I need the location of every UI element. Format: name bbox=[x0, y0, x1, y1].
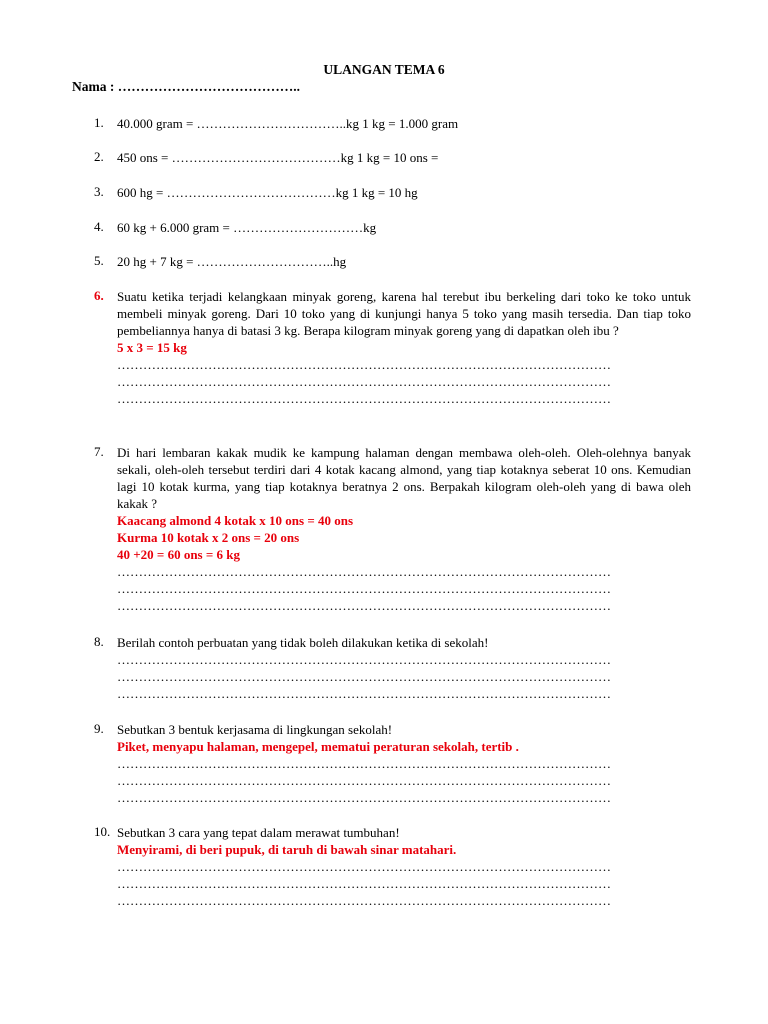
question-text: 600 hg = …………………………………kg 1 kg = 10 hg bbox=[117, 185, 418, 200]
answer-line: 5 x 3 = 15 kg bbox=[117, 340, 187, 355]
answer-line: Menyirami, di beri pupuk, di taruh di bawah sinar matahari. bbox=[117, 842, 457, 857]
answer-line: 40 +20 = 60 ons = 6 kg bbox=[117, 547, 240, 562]
question-number: 8. bbox=[94, 634, 104, 649]
question-number: 5. bbox=[94, 253, 104, 268]
question-text: Berilah contoh perbuatan yang tidak boleh dilakukan ketika di sekolah! bbox=[117, 635, 489, 650]
question-number: 9. bbox=[94, 721, 104, 736]
question-number: 3. bbox=[94, 184, 104, 199]
question-text: Di hari lembaran kakak mudik ke kampung halaman dengan membawa oleh-oleh. Oleh-olehnya banyak sekali, oleh-oleh tersebut terdiri dari 4 kotak kacang almond, yang tiap kotaknya seberat 10 ons. Kemudian lagi 10 kotak kurma, yang tiap kotaknya beratnya 2 ons. Berpakah kilogram oleh-oleh yang di bawa oleh kakak ? bbox=[117, 445, 691, 511]
page-title: ULANGAN TEMA 6 bbox=[323, 62, 445, 77]
question-text: 20 hg + 7 kg = …………………………..hg bbox=[117, 254, 347, 269]
answer-dots: …………………………………………………………………………………………………… bbox=[117, 876, 611, 891]
question-text: 60 kg + 6.000 gram = …………………………kg bbox=[117, 220, 377, 235]
answer-line: Piket, menyapu halaman, mengepel, mematui peraturan sekolah, tertib . bbox=[117, 739, 519, 754]
question-1 bbox=[94, 115, 698, 132]
name-field-line: Nama : ………………………………….. bbox=[72, 79, 300, 94]
answer-line: Kaacang almond 4 kotak x 10 ons = 40 ons bbox=[117, 513, 354, 528]
answer-dots: …………………………………………………………………………………………………… bbox=[117, 357, 611, 372]
question-number: 1. bbox=[94, 115, 104, 130]
question-text: 450 ons = …………………………………kg 1 kg = 10 ons = bbox=[117, 150, 439, 165]
question-number: 4. bbox=[94, 219, 104, 234]
question-text: Sebutkan 3 cara yang tepat dalam merawat tumbuhan! bbox=[117, 825, 400, 840]
question-5 bbox=[94, 253, 698, 270]
answer-dots: …………………………………………………………………………………………………… bbox=[117, 859, 611, 874]
question-10 bbox=[94, 824, 698, 909]
answer-dots: …………………………………………………………………………………………………… bbox=[117, 598, 611, 613]
answer-dots: …………………………………………………………………………………………………… bbox=[117, 893, 611, 908]
question-6 bbox=[94, 288, 698, 407]
answer-dots: …………………………………………………………………………………………………… bbox=[117, 686, 611, 701]
question-text: Sebutkan 3 bentuk kerjasama di lingkungan sekolah! bbox=[117, 722, 393, 737]
question-text: 40.000 gram = ……………………………..kg 1 kg = 1.000 gram bbox=[117, 116, 459, 131]
answer-dots: …………………………………………………………………………………………………… bbox=[117, 773, 611, 788]
answer-dots: …………………………………………………………………………………………………… bbox=[117, 652, 611, 667]
answer-dots: …………………………………………………………………………………………………… bbox=[117, 669, 611, 684]
question-7 bbox=[94, 444, 698, 614]
question-9 bbox=[94, 721, 698, 806]
answer-dots: …………………………………………………………………………………………………… bbox=[117, 564, 611, 579]
question-8 bbox=[94, 634, 698, 702]
question-text: Suatu ketika terjadi kelangkaan minyak goreng, karena hal terebut ibu berkeling dari toko ke toko untuk membeli minyak goreng. Dari 10 toko yang di kunjungi hanya 5 toko yang masih tersedia. Dan tiap toko pembeliannya hanya di batasi 3 kg. Berapa kilogram minyak goreng yang di dapatkan oleh ibu ? bbox=[117, 289, 691, 338]
answer-dots: …………………………………………………………………………………………………… bbox=[117, 374, 611, 389]
answer-dots: …………………………………………………………………………………………………… bbox=[117, 756, 611, 771]
answer-dots: …………………………………………………………………………………………………… bbox=[117, 790, 611, 805]
question-3 bbox=[94, 184, 698, 201]
question-number: 6. bbox=[94, 288, 104, 303]
question-number: 2. bbox=[94, 149, 104, 164]
question-2 bbox=[94, 149, 698, 166]
answer-dots: …………………………………………………………………………………………………… bbox=[117, 391, 611, 406]
answer-line: Kurma 10 kotak x 2 ons = 20 ons bbox=[117, 530, 300, 545]
question-4 bbox=[94, 219, 698, 236]
question-number: 10. bbox=[94, 824, 111, 839]
answer-dots: …………………………………………………………………………………………………… bbox=[117, 581, 611, 596]
question-number: 7. bbox=[94, 444, 104, 459]
